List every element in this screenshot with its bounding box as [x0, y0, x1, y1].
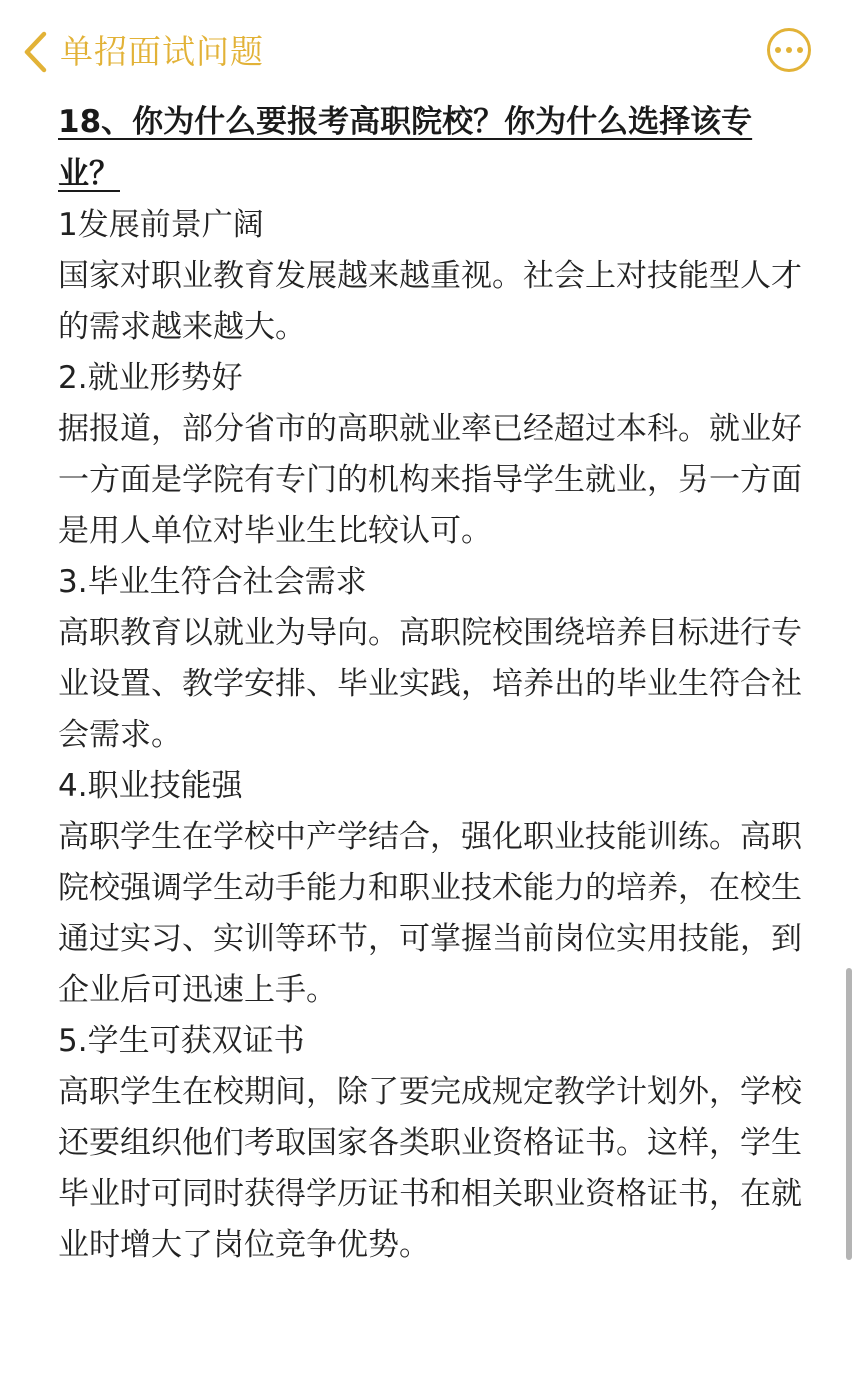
more-horizontal-icon — [775, 47, 781, 53]
section-body-3: 高职教育以就业为导向。高职院校围绕培养目标进行专业设置、教学安排、毕业实践，培养出的毕业生符合社会需求。 — [58, 615, 802, 753]
section-body-1: 国家对职业教育发展越来越重视。社会上对技能型人才的需求越来越大。 — [58, 258, 802, 345]
more-options-button[interactable] — [767, 28, 811, 72]
section-title-5: 5.学生可获双证书 — [58, 1023, 305, 1059]
more-horizontal-icon-dot — [786, 47, 792, 53]
section-body-4: 高职学生在学校中产学结合，强化职业技能训练。高职院校强调学生动手能力和职业技术能力的培养，在校生通过实习、实训等环节，可掌握当前岗位实用技能，到企业后可迅速上手。 — [58, 819, 802, 1008]
section-title-2: 2.就业形势好 — [58, 360, 243, 396]
section-title-4: 4.职业技能强 — [58, 768, 243, 804]
section-title-3: 3.毕业生符合社会需求 — [58, 564, 367, 600]
note-content[interactable] — [58, 96, 803, 1271]
chevron-left-icon — [22, 30, 48, 74]
more-horizontal-icon-dot — [797, 47, 803, 53]
navigation-bar — [0, 0, 860, 100]
scrollbar-thumb[interactable] — [846, 968, 852, 1260]
section-body-5: 高职学生在校期间，除了要完成规定教学计划外，学校还要组织他们考取国家各类职业资格证书。这样，学生毕业时可同时获得学历证书和相关职业资格证书，在就业时增大了岗位竞争优势。 — [58, 1074, 802, 1263]
back-button[interactable] — [22, 26, 264, 78]
page-title: 单招面试问题 — [60, 32, 264, 71]
section-body-2: 据报道，部分省市的高职就业率已经超过本科。就业好一方面是学院有专门的机构来指导学生就业，另一方面是用人单位对毕业生比较认可。 — [58, 411, 802, 549]
section-title-1: 1发展前景广阔 — [58, 207, 264, 243]
question-heading: 18、你为什么要报考高职院校？你为什么选择该专业？ — [58, 104, 753, 192]
